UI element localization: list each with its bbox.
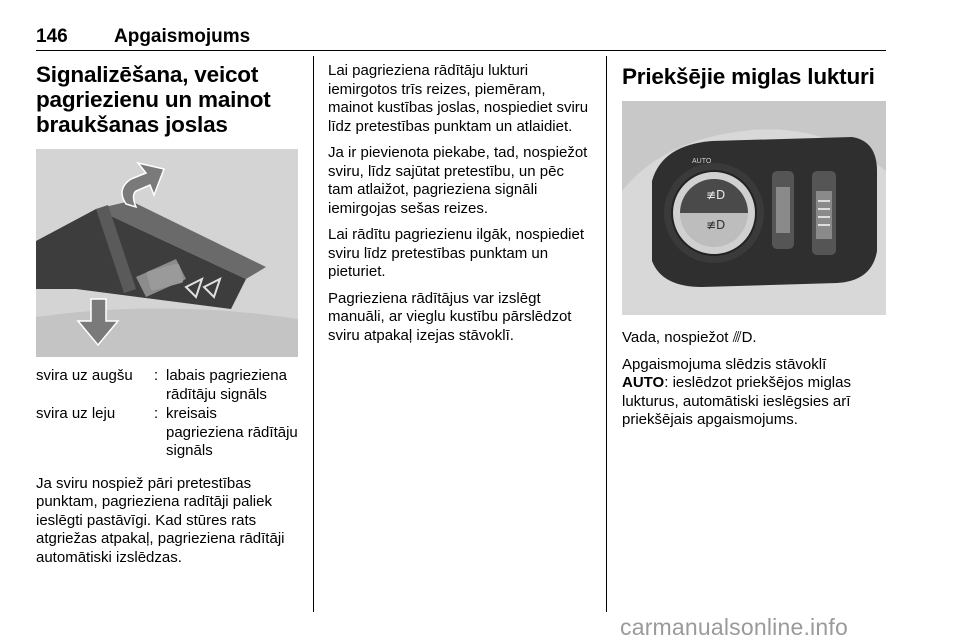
- column-1: [36, 62, 298, 575]
- paragraph-fog-control: Vada, nospiežot ⫻D.: [622, 329, 757, 346]
- watermark: carmanualsonline.info: [620, 614, 848, 640]
- turn-signal-lever-illustration: [36, 149, 298, 357]
- paragraph: Lai rādītu pagriezienu ilgāk, nospiediet sviru līdz pretestības punktam un pieturiet.: [328, 226, 585, 280]
- paragraph: Lai pagrieziena rādītāju lukturi iemirgotos trīs reizes, piemēram, mainot kustības joslas, nospiediet sviru līdz pretestības punktam un atlaidiet.: [328, 62, 589, 135]
- definition-text: labais pagrieziena rādītāju signāls: [166, 367, 287, 403]
- page-header: [36, 24, 886, 50]
- paragraph: Ja sviru nospiež pāri pretestības punktam, pagrieziena radītāji paliek ieslēgti pastāvīgi. Kad stūres rats atgriežas atpakaļ, pagrieziena rādītāji automātiski izslēdzas.: [36, 474, 285, 566]
- svg-text:≢D: ≢D: [706, 218, 726, 232]
- svg-text:≢D: ≢D: [706, 188, 726, 202]
- auto-description: : ieslēdzot priekšējos miglas lukturus, automātiski ieslēgsies arī priekšējais apgaismojums.: [622, 374, 851, 428]
- header-divider: [36, 50, 886, 51]
- lever-definitions: [36, 367, 298, 461]
- paragraph: Ja ir pievienota piekabe, tad, nospiežot sviru, līdz sajūtat pretestību, un pēc tam atlaižot, pagrieziena signāli iemirgojas sešas reizes.: [328, 144, 588, 217]
- definition-separator: :: [154, 405, 159, 422]
- chapter-title: Apgaismojums: [114, 26, 251, 47]
- definition-row: [36, 405, 298, 461]
- switch-panel-drawing: [622, 101, 886, 315]
- switch-auto-label: AUTO: [692, 158, 712, 165]
- column-2: [328, 62, 590, 353]
- auto-prefix: Apgaismojuma slēdzis stāvoklī: [622, 355, 827, 373]
- light-switch-panel-illustration: [622, 101, 886, 315]
- column-3: [622, 62, 886, 438]
- definition-separator: :: [154, 367, 159, 384]
- column-divider-2: [606, 56, 607, 612]
- paragraph-auto: [622, 356, 886, 430]
- definition-text: kreisais pagrieziena rādītāju signāls: [166, 405, 298, 459]
- column-divider-1: [313, 56, 314, 612]
- lever-drawing: [36, 149, 298, 357]
- paragraph: Pagrieziena rādītājus var izslēgt manuāli, ar vieglu kustību pārslēdzot sviru atpakaļ izejas stāvoklī.: [328, 289, 572, 344]
- section-heading-fog-lights: Priekšējie miglas lukturi: [622, 64, 875, 89]
- section-heading-turn-signals: Signalizēšana, veicot pagriezienu un mainot braukšanas joslas: [36, 62, 271, 137]
- definition-row: [36, 367, 298, 404]
- definition-term: svira uz augšu: [36, 367, 133, 384]
- auto-keyword: AUTO: [622, 374, 665, 391]
- page-number: 146: [36, 26, 68, 47]
- definition-term: svira uz leju: [36, 405, 116, 422]
